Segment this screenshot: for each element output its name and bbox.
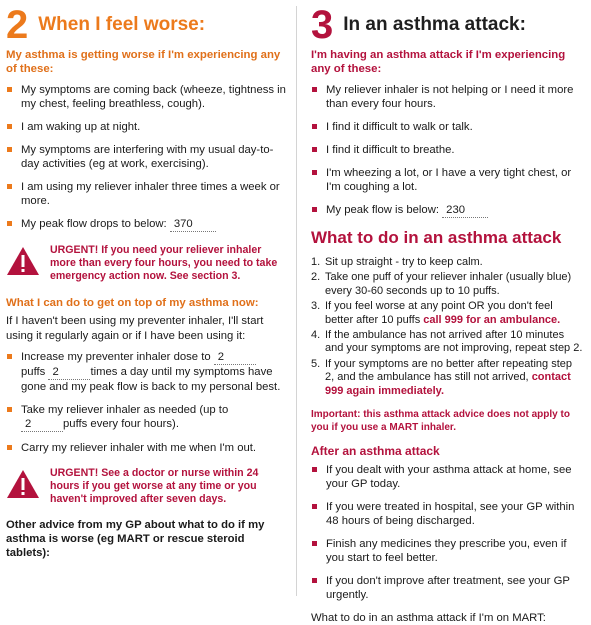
bullet-square-icon (7, 354, 12, 359)
step-item: 5. If your symptoms are no better after repeating step 2, and the ambulance has still not arrived, contact 999 again immediately. (311, 357, 573, 397)
section-2-header (6, 4, 289, 46)
step-item: 2. Take one puff of your reliever inhaler (usually blue) every 30-60 seconds up to 10 puffs. (311, 271, 572, 297)
worse-intro: My asthma is getting worse if I'm experiencing any of these: (6, 49, 281, 75)
bullet-square-icon (312, 124, 317, 129)
bullet-square-icon (7, 407, 12, 412)
bullet-square-icon (7, 87, 12, 92)
section-number: 2 (6, 3, 29, 47)
bullet-square-icon (312, 87, 317, 92)
list-item: If you don't improve after treatment, see your GP urgently. (311, 574, 583, 602)
reliever-item: Take my reliever inhaler as needed (up to 2 puffs every four hours). (6, 403, 289, 432)
list-item: I find it difficult to walk or talk. (311, 120, 583, 134)
call-999-text: call 999 for an ambulance. (423, 313, 561, 326)
mart-important-note: Important: this asthma attack advice does not apply to you if you use a MART inhaler. (311, 409, 570, 434)
section-when-i-feel-worse (6, 0, 289, 560)
preventer-item: Increase my preventer inhaler dose to 2 puffs 2 times a day until my symptoms have gone and my peak flow is back to my personal best. (6, 350, 289, 394)
step-item: 4. If the ambulance has not arrived after 10 minutes and your symptoms are not improving, repeat step 2. (311, 329, 583, 355)
section-asthma-attack (311, 0, 583, 625)
peak-flow-value-field[interactable]: 370 (170, 217, 216, 232)
list-item: My symptoms are interfering with my usual day-to-day activities (eg at work, exercising). (6, 143, 289, 171)
section-title: When I feel worse: (38, 14, 206, 35)
list-item: If you were treated in hospital, see your GP within 48 hours of being discharged. (311, 500, 583, 528)
bullet-square-icon (7, 124, 12, 129)
step-item: 1. Sit up straight - try to keep calm. (311, 256, 483, 268)
bullet-square-icon (312, 207, 317, 212)
reliever-puffs-field[interactable]: 2 (21, 417, 63, 432)
todo-title: What I can do to get on top of my asthma now: (6, 296, 259, 309)
bullet-square-icon (7, 221, 12, 226)
list-item: I find it difficult to breathe. (311, 143, 583, 157)
after-attack-title: After an asthma attack (311, 444, 440, 459)
list-item: I am waking up at night. (6, 120, 289, 134)
preventer-times-field[interactable]: 2 (48, 365, 90, 380)
list-item: I'm wheezing a lot, or I have a very tight chest, or I'm coughing a lot. (311, 166, 583, 194)
bullet-square-icon (312, 541, 317, 546)
list-item: My reliever inhaler is not helping or I need it more than every four hours. (311, 83, 583, 111)
step-item: 3. If you feel worse at any point OR you don't feel better after 10 puffs call 999 for an ambulance. (311, 300, 561, 326)
peak-flow-item: My peak flow drops to below: 370 (6, 217, 289, 232)
todo-list (6, 350, 289, 455)
todo-intro: If I haven't been using my preventer inhaler, I'll start using it regularly again or if I have been using it: (6, 314, 264, 342)
contact-999-text: contact 999 again immediately. (325, 371, 571, 397)
section-number: 3 (311, 3, 334, 47)
urgent-warning-1 (6, 244, 289, 284)
bullet-square-icon (7, 445, 12, 450)
warning-triangle-icon (6, 469, 40, 499)
peak-flow-item: My peak flow is below: 230 (311, 203, 583, 218)
list-item: I am using my reliever inhaler three times a week or more. (6, 180, 289, 208)
other-advice-label: Other advice from my GP about what to do if my asthma is worse (eg MART or rescue steroid tablets): (6, 519, 265, 560)
list-item: Finish any medicines they prescribe you, even if you start to feel better. (311, 537, 583, 565)
bullet-square-icon (312, 467, 317, 472)
warning-triangle-icon (6, 246, 40, 276)
bullet-square-icon (7, 184, 12, 189)
attack-symptom-list (311, 83, 583, 218)
urgent-text: URGENT! If you need your reliever inhaler more than every four hours, you need to take emergency action now. See section 3. (50, 244, 278, 283)
urgent-text: URGENT! See a doctor or nurse within 24 hours if you get worse at any time or you haven't improved after seven days. (50, 466, 259, 506)
bullet-square-icon (312, 170, 317, 175)
worse-symptom-list (6, 83, 289, 232)
bullet-square-icon (7, 147, 12, 152)
bullet-square-icon (312, 147, 317, 152)
column-divider (296, 6, 297, 596)
attack-intro: I'm having an asthma attack if I'm experiencing any of these: (311, 49, 566, 75)
list-item: Carry my reliever inhaler with me when I'm out. (6, 441, 289, 455)
section-3-header (311, 4, 583, 46)
section-title: In an asthma attack: (343, 14, 526, 35)
after-attack-list (311, 463, 583, 602)
peak-flow-value-field[interactable]: 230 (442, 203, 488, 218)
what-to-do-title: What to do in an asthma attack (311, 228, 562, 247)
bullet-square-icon (312, 504, 317, 509)
preventer-dose-field[interactable]: 2 (214, 350, 256, 365)
bullet-square-icon (312, 578, 317, 583)
mart-label: What to do in an asthma attack if I'm on MART: (311, 612, 546, 625)
urgent-warning-2 (6, 467, 289, 507)
list-item: My symptoms are coming back (wheeze, tightness in my chest, feeling breathless, cough). (6, 83, 289, 111)
list-item: If you dealt with your asthma attack at home, see your GP today. (311, 463, 583, 491)
attack-steps-list (311, 256, 583, 398)
